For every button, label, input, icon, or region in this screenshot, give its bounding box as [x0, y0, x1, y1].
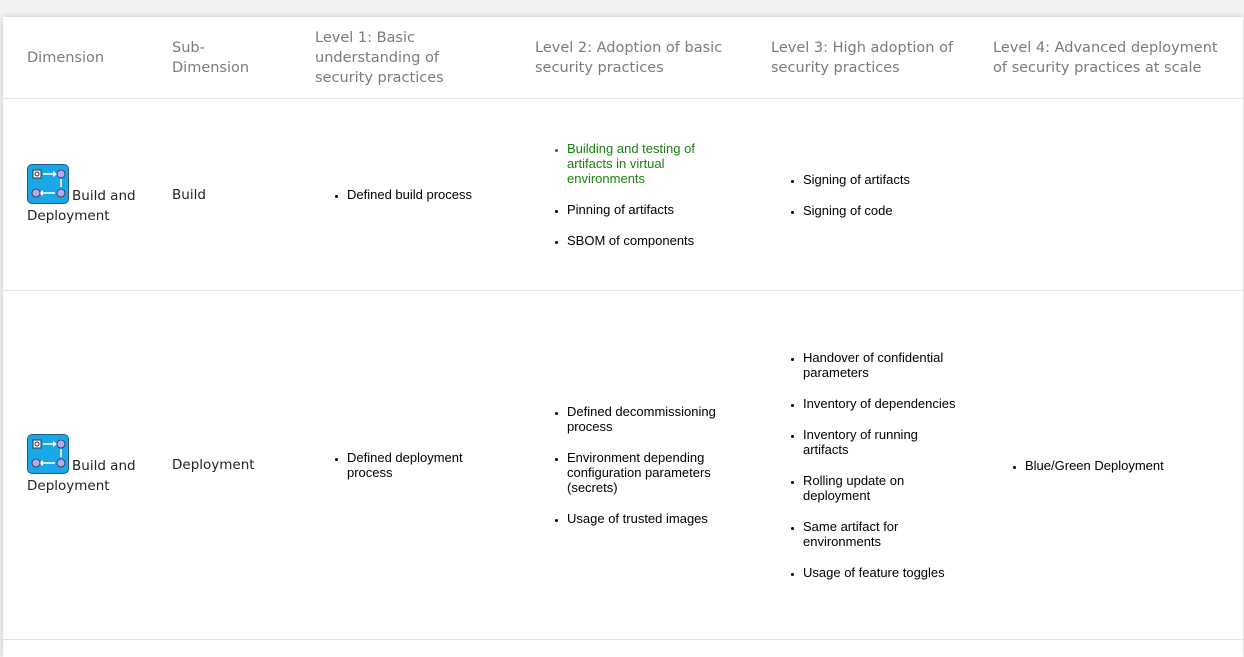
sub-dimension-cell: Build [148, 99, 291, 291]
dimension-cell [3, 291, 148, 640]
activity-list [315, 187, 499, 202]
header-level-3[interactable]: Level 3: High adoption of security practices [747, 17, 969, 99]
activity-list [315, 450, 499, 480]
activity-list [535, 141, 735, 248]
level-4-cell [969, 291, 1243, 640]
activity-item[interactable]: • Defined decommissioning process [567, 404, 735, 434]
activity-list [993, 458, 1231, 473]
header-dimension[interactable]: Dimension [3, 17, 148, 99]
header-row [3, 17, 1243, 99]
build-deploy-icon [27, 164, 69, 204]
table-row [3, 291, 1243, 640]
activity-item[interactable]: • Signing of artifacts [803, 172, 957, 187]
level-3-cell [747, 99, 969, 291]
header-sub-dimension[interactable]: Sub-Dimension [148, 17, 291, 99]
build-deploy-icon [27, 434, 69, 474]
activity-list [771, 172, 957, 218]
activity-item[interactable]: • Defined deployment process [347, 450, 499, 480]
activity-list [771, 350, 957, 580]
activity-item[interactable]: • Blue/Green Deployment [1025, 458, 1231, 473]
activity-item[interactable]: • Usage of feature toggles [803, 565, 957, 580]
activity-item[interactable]: • Inventory of dependencies [803, 396, 957, 411]
level-2-cell [511, 291, 747, 640]
dimension-cell [3, 99, 148, 291]
level-1-cell [291, 291, 511, 640]
level-2-cell [511, 99, 747, 291]
activity-item[interactable]: • Same artifact for environments [803, 519, 957, 549]
activity-list [535, 404, 735, 526]
maturity-table [3, 17, 1243, 640]
activity-item[interactable]: • Usage of trusted images [567, 511, 735, 526]
header-level-1[interactable]: Level 1: Basic understanding of security practices [291, 17, 511, 99]
level-3-cell [747, 291, 969, 640]
activity-item[interactable]: • Rolling update on deployment [803, 473, 957, 503]
header-level-4[interactable]: Level 4: Advanced deployment of security practices at scale [969, 17, 1243, 99]
sub-dimension-cell: Deployment [148, 291, 291, 640]
dimension-label: Build and Deployment [27, 187, 136, 224]
activity-item[interactable]: • Inventory of running artifacts [803, 427, 957, 457]
activity-item[interactable]: • Building and testing of artifacts in virtual environments [567, 141, 735, 186]
dimension-label: Build and Deployment [27, 458, 136, 494]
level-4-cell [969, 99, 1243, 291]
activity-item[interactable]: • Defined build process [347, 187, 499, 202]
activity-item[interactable]: • Pinning of artifacts [567, 202, 735, 217]
activity-item[interactable]: • Handover of confidential parameters [803, 350, 957, 380]
activity-item[interactable]: • SBOM of components [567, 233, 735, 248]
maturity-table-card [3, 17, 1243, 657]
activity-item[interactable]: • Signing of code [803, 203, 957, 218]
level-1-cell [291, 99, 511, 291]
activity-item[interactable]: • Environment depending configuration parameters (secrets) [567, 450, 735, 495]
header-level-2[interactable]: Level 2: Adoption of basic security practices [511, 17, 747, 99]
table-row [3, 99, 1243, 291]
